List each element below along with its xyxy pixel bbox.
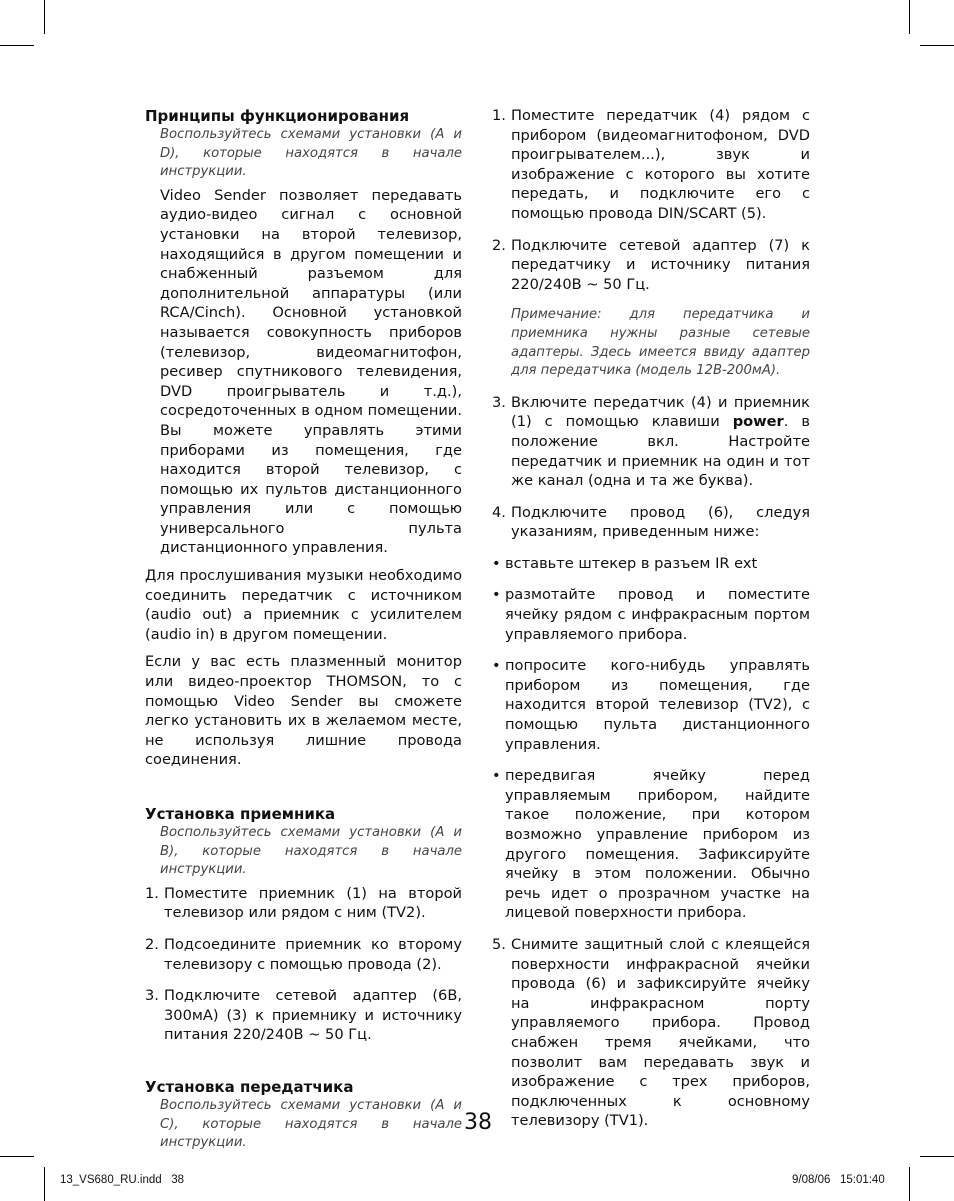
plasma-paragraph: Если у вас есть плазменный монитор или видео-проектор THOMSON, то с помощью Video Sender вы сможете легко установить их в желаемом месте, не используя лишние провода соединения. bbox=[145, 653, 462, 769]
step-number: 4. bbox=[492, 503, 506, 521]
transmitter-step bbox=[492, 935, 810, 1131]
bullet-text: вставьте штекер в разъем IR ext bbox=[505, 554, 758, 572]
transmitter-step bbox=[492, 236, 810, 295]
page-number: 38 bbox=[464, 1110, 492, 1135]
crop-mark bbox=[920, 45, 954, 46]
transmitter-heading: Установка передатчика bbox=[145, 1077, 354, 1096]
crop-mark bbox=[0, 1156, 34, 1157]
power-key-label: power bbox=[732, 413, 784, 431]
step-text: Подключите сетевой адаптер (7) к передатчику и источнику питания 220/240В ~ 50 Гц. bbox=[511, 236, 810, 293]
crop-mark bbox=[44, 0, 45, 34]
step-text: Поместите приемник (1) на второй телевизор или рядом с ним (TV2). bbox=[164, 884, 462, 922]
right-column bbox=[492, 106, 810, 1143]
bullet-item bbox=[492, 766, 810, 923]
crop-mark bbox=[44, 1167, 45, 1201]
principles-note: Воспользуйтесь схемами установки (A и D), которые находятся в начале инструкции. bbox=[160, 127, 462, 180]
principles-body: Video Sender позволяет передавать аудио-видео сигнал с основной установки на второй телевизор, находящийся в другом помещении и снабженный разъемом для дополнительной аппаратуры (или RCA/Cinch). Основной установкой называется совокупность приборов (телевизор, видеомагнитофон, ресивер спутникового телевидения, DVD проигрыватель и т.д.), сосредоточенных в одном помещении. Вы можете управлять этими приборами из помещения, где находится второй телевизор, с помощью их пультов дистанционного управления или с помощью универсального пульта дистанционного управления. bbox=[160, 186, 462, 557]
bullet-item bbox=[492, 554, 810, 574]
transmitter-note: Воспользуйтесь схемами установки (A и C), которые находятся в начале инструкции. bbox=[160, 1097, 462, 1151]
bullet-icon: • bbox=[492, 586, 501, 604]
crop-mark bbox=[909, 1167, 910, 1201]
crop-mark bbox=[920, 1156, 954, 1157]
step-number: 2. bbox=[492, 236, 506, 254]
receiver-note: Воспользуйтесь схемами установки (A и B), которые находятся в начале инструкции. bbox=[160, 825, 462, 878]
bullet-icon: • bbox=[492, 554, 501, 572]
transmitter-step bbox=[492, 393, 810, 491]
step-text-post: . в положение вкл. Настройте передатчик и приемник на один и тот же канал (одна и та же буква). bbox=[511, 413, 810, 490]
bullet-icon: • bbox=[492, 657, 501, 675]
step-number: 1. bbox=[492, 107, 506, 124]
crop-mark bbox=[909, 0, 910, 34]
bullet-item bbox=[492, 585, 810, 644]
step-number: 3. bbox=[492, 393, 506, 411]
bullet-text: попросите кого-нибудь управлять прибором из помещения, где находится второй телевизор (TV2), с помощью пульта дистанционного управления. bbox=[505, 657, 810, 753]
step-text: Поместите передатчик (4) рядом с прибором (видеомагнитофоном, DVD проигрывателем...), звук и изображение с которого вы хотите передать, и подключите его с помощью провода DIN/SCART (5). bbox=[511, 107, 810, 222]
footer-timestamp: 9/08/06 15:01:40 bbox=[792, 1174, 885, 1186]
receiver-step bbox=[145, 935, 462, 974]
step-number: 1. bbox=[145, 884, 159, 902]
step-number: 5. bbox=[492, 935, 506, 953]
bullet-text: передвигая ячейку перед управляемым прибором, найдите такое положение, при котором возможно управление прибором из другого помещения. Зафиксируйте ячейку в этом положении. Обычно речь идет о прозрачном участке на лицевой поверхности прибора. bbox=[505, 767, 810, 922]
left-column bbox=[145, 106, 462, 1157]
bullet-text: размотайте провод и поместите ячейку рядом с инфракрасным портом управляемого прибора. bbox=[505, 586, 810, 643]
bullet-icon: • bbox=[492, 767, 501, 785]
music-paragraph: Для прослушивания музыки необходимо соединить передатчик с источником (audio out) а приемник с усилителем (audio in) в другом помещении. bbox=[145, 567, 462, 643]
receiver-heading: Установка приемника bbox=[145, 805, 336, 823]
step-text: Подсоедините приемник ко второму телевизору с помощью провода (2). bbox=[164, 935, 462, 973]
receiver-step bbox=[145, 986, 462, 1045]
footer-file-info: 13_VS680_RU.indd 38 bbox=[60, 1174, 185, 1186]
receiver-step bbox=[145, 884, 462, 923]
step-number: 3. bbox=[145, 987, 159, 1005]
step-number: 2. bbox=[145, 935, 159, 953]
step-text: Подключите сетевой адаптер (6В, 300мА) (3) к приемнику и источнику питания 220/240В ~ 50 Гц. bbox=[164, 987, 462, 1044]
transmitter-step bbox=[492, 503, 810, 542]
crop-mark bbox=[0, 45, 34, 46]
transmitter-step bbox=[492, 106, 810, 224]
step-text: Подключите провод (6), следуя указаниям, приведенным ниже: bbox=[511, 503, 810, 541]
step-text-pre: Включите передатчик (4) и приемник (1) с помощью клавиши bbox=[511, 393, 810, 431]
principles-heading: Принципы функционирования bbox=[145, 107, 410, 125]
bullet-item bbox=[492, 656, 810, 754]
adapter-note: Примечание: для передатчика и приемника нужны разные сетевые адаптеры. Здесь имеется ввиду адаптер для передатчика (модель 12В-200мА). bbox=[511, 307, 810, 379]
step-text: Снимите защитный слой с клеящейся поверхности инфракрасной ячейки провода (6) и зафиксируйте ячейку на инфракрасном порту управляемого прибора. Провод снабжен тремя ячейками, что позволит вам передавать звук и изображение с трех приборов, подключенных к основному телевизору (TV1). bbox=[511, 935, 810, 1130]
